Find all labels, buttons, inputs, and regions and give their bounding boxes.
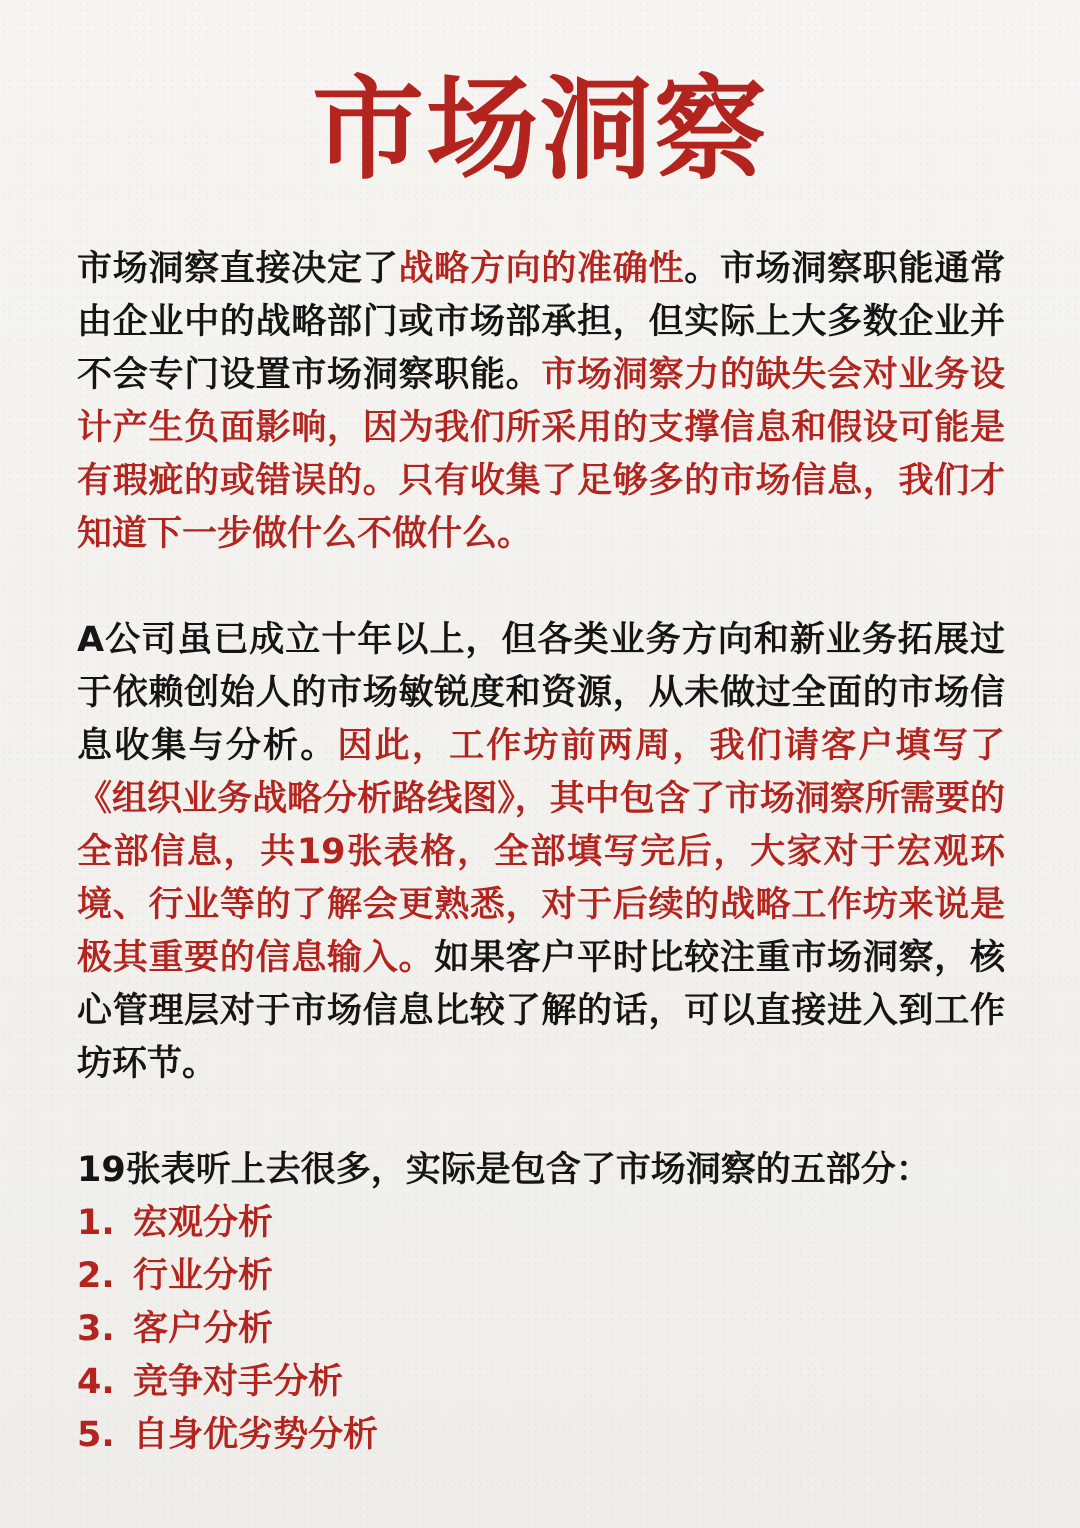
paragraph-1-highlight-2: 市场洞察力的缺失会对业务设计产生负面影响，因为我们所采用的支撑信息和假设可能是有瑕疵的或错误的。只有收集了足够多的市场信息，我们才知道下一步做什么不做什么。 bbox=[77, 355, 1005, 554]
paragraph-2-text-1: A公司虽已成立十年以上，但各类业务方向和新业务拓展过于依赖创始人的市场敏锐度和资源，从未做过全面的市场信息收集与分析。 bbox=[77, 620, 1005, 766]
page-title: 市场洞察 bbox=[312, 65, 768, 195]
paragraph-1-highlight-1: 战略方向的准确性 bbox=[398, 249, 685, 289]
paragraph-2-highlight: 因此，工作坊前两周，我们请客户填写了《组织业务战略分析路线图》，其中包含了市场洞察所需要的全部信息，共19张表格，全部填写完后，大家对于宏观环境、行业等的了解会更熟悉，对于后续的战略工作坊来说是极其重要的信息输入。 bbox=[77, 726, 1005, 978]
list-item bbox=[77, 1197, 378, 1250]
list-item-label: 自身优劣势分析 bbox=[133, 1415, 379, 1455]
paragraph-company-case bbox=[77, 614, 1005, 1091]
paragraph-1-text-1: 市场洞察直接决定了 bbox=[77, 249, 399, 289]
list-item bbox=[77, 1409, 378, 1462]
analysis-parts-list bbox=[77, 1197, 378, 1462]
list-item-number: 5. bbox=[77, 1415, 115, 1455]
paragraph-1-text-2: 。市场洞察职能通常由企业中的战略部门或市场部承担，但实际上大多数企业并不会专门设置市场洞察职能。 bbox=[77, 249, 1005, 395]
list-item bbox=[77, 1250, 378, 1303]
paragraph-2-text-2: 如果客户平时比较注重市场洞察，核心管理层对于市场信息比较了解的话，可以直接进入到工作坊环节。 bbox=[77, 938, 1005, 1084]
list-item-number: 4. bbox=[77, 1362, 115, 1402]
list-item-number: 1. bbox=[77, 1203, 115, 1243]
list-item-label: 宏观分析 bbox=[133, 1203, 274, 1243]
list-item-label: 竞争对手分析 bbox=[133, 1362, 344, 1402]
paragraph-market-insight bbox=[77, 243, 1005, 561]
list-item bbox=[77, 1303, 378, 1356]
list-item-label: 客户分析 bbox=[133, 1309, 274, 1349]
list-item bbox=[77, 1356, 378, 1409]
list-item-number: 2. bbox=[77, 1256, 115, 1296]
list-item-number: 3. bbox=[77, 1309, 115, 1349]
list-item-label: 行业分析 bbox=[133, 1256, 274, 1296]
list-intro: 19张表听上去很多，实际是包含了市场洞察的五部分： bbox=[77, 1150, 931, 1190]
